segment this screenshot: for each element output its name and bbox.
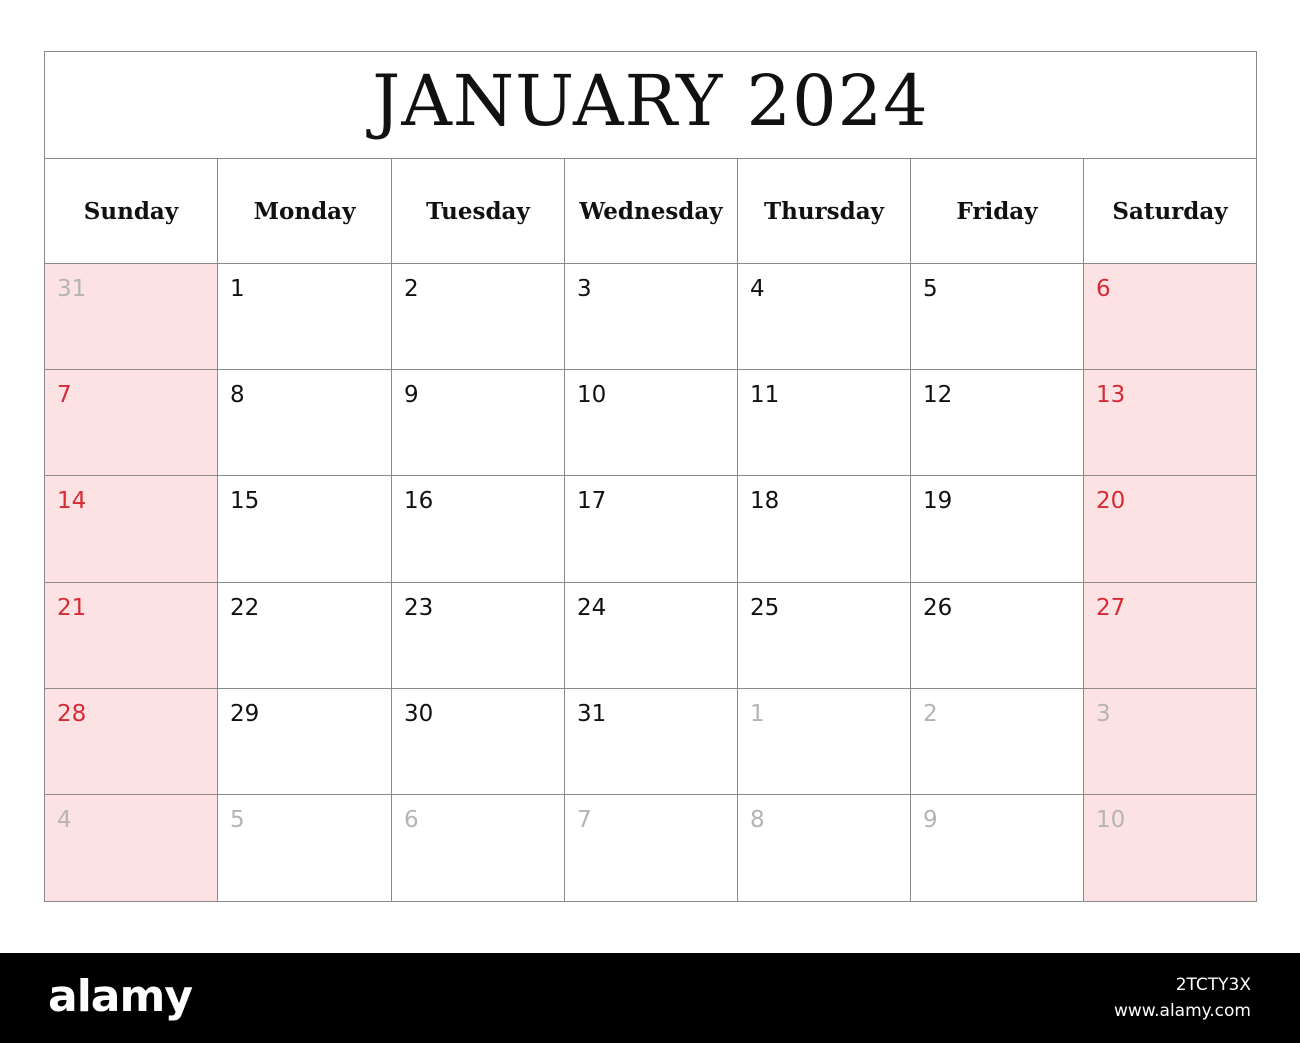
- site-url-label: www.alamy.com: [1113, 1001, 1251, 1021]
- date-number: 13: [1096, 382, 1126, 409]
- week-row: [45, 370, 1256, 476]
- date-number: 4: [57, 806, 72, 833]
- day-cell: [1084, 689, 1256, 795]
- date-number: 30: [404, 700, 434, 727]
- day-cell: [565, 370, 738, 476]
- date-number: 31: [577, 700, 607, 727]
- date-number: 25: [750, 594, 780, 621]
- week-row: [45, 689, 1256, 795]
- week-row: [45, 795, 1256, 901]
- date-number: 20: [1096, 488, 1126, 515]
- day-cell: [1084, 795, 1256, 901]
- date-number: 2: [404, 276, 419, 302]
- day-cell: [392, 795, 565, 901]
- day-cell: [911, 264, 1084, 370]
- title-row: [45, 52, 1256, 159]
- day-cell: [738, 583, 911, 689]
- day-cell: [218, 476, 392, 582]
- date-number: 29: [230, 700, 260, 727]
- date-number: 6: [1096, 276, 1111, 302]
- day-cell: [218, 689, 392, 795]
- day-cell: [911, 583, 1084, 689]
- date-number: 9: [923, 806, 938, 833]
- day-cell: [738, 795, 911, 901]
- day-cell: [45, 264, 218, 370]
- day-cell: [392, 476, 565, 582]
- day-cell: [911, 476, 1084, 582]
- day-cell: [45, 795, 218, 901]
- date-number: 21: [57, 594, 87, 621]
- day-cell: [45, 583, 218, 689]
- day-header-friday: Friday: [911, 159, 1084, 264]
- day-cell: [565, 476, 738, 582]
- date-number: 12: [923, 382, 953, 409]
- day-cell: [392, 370, 565, 476]
- date-number: 3: [577, 276, 592, 302]
- day-header-sunday: Sunday: [45, 159, 218, 264]
- day-cell: [45, 689, 218, 795]
- day-cell: [1084, 583, 1256, 689]
- day-cell: [738, 264, 911, 370]
- week-row: [45, 264, 1256, 370]
- day-cell: [45, 370, 218, 476]
- date-number: 8: [230, 382, 245, 409]
- day-cell: [392, 689, 565, 795]
- day-cell: [911, 795, 1084, 901]
- date-number: 10: [1096, 806, 1126, 833]
- date-number: 11: [750, 382, 780, 409]
- image-id-label: 2TCTY3X: [1175, 975, 1251, 995]
- date-number: 26: [923, 594, 953, 621]
- day-header-saturday: Saturday: [1084, 159, 1256, 264]
- day-header-monday: Monday: [218, 159, 392, 264]
- day-cell: [45, 476, 218, 582]
- day-cell: [911, 370, 1084, 476]
- day-cell: [218, 370, 392, 476]
- day-cell: [565, 583, 738, 689]
- day-header-row: [45, 159, 1256, 264]
- day-cell: [1084, 370, 1256, 476]
- watermark-footer: [0, 953, 1300, 1043]
- date-number: 28: [57, 700, 87, 727]
- day-cell: [738, 476, 911, 582]
- date-number: 5: [923, 276, 938, 302]
- day-cell: [565, 795, 738, 901]
- day-cell: [565, 689, 738, 795]
- day-cell: [738, 370, 911, 476]
- week-row: [45, 583, 1256, 689]
- day-header-wednesday: Wednesday: [565, 159, 738, 264]
- calendar: [44, 51, 1257, 902]
- day-cell: [218, 264, 392, 370]
- date-number: 8: [750, 806, 765, 833]
- date-number: 31: [57, 276, 87, 302]
- date-number: 1: [230, 276, 245, 302]
- date-number: 6: [404, 806, 419, 833]
- day-cell: [392, 583, 565, 689]
- calendar-title: JANUARY 2024: [372, 60, 929, 142]
- date-number: 7: [577, 806, 592, 833]
- date-number: 10: [577, 382, 607, 409]
- date-number: 19: [923, 488, 953, 515]
- date-number: 16: [404, 488, 434, 515]
- date-number: 9: [404, 382, 419, 409]
- day-header-thursday: Thursday: [738, 159, 911, 264]
- day-cell: [911, 689, 1084, 795]
- date-number: 2: [923, 700, 938, 727]
- day-cell: [1084, 476, 1256, 582]
- day-header-tuesday: Tuesday: [392, 159, 565, 264]
- day-cell: [565, 264, 738, 370]
- day-cell: [1084, 264, 1256, 370]
- date-number: 1: [750, 700, 765, 727]
- date-number: 23: [404, 594, 434, 621]
- date-number: 17: [577, 488, 607, 515]
- date-number: 27: [1096, 594, 1126, 621]
- date-number: 14: [57, 488, 87, 515]
- date-number: 15: [230, 488, 260, 515]
- date-number: 7: [57, 382, 72, 409]
- day-cell: [218, 795, 392, 901]
- day-cell: [392, 264, 565, 370]
- date-number: 22: [230, 594, 260, 621]
- day-cell: [738, 689, 911, 795]
- date-number: 4: [750, 276, 765, 302]
- date-number: 18: [750, 488, 780, 515]
- date-grid: [45, 264, 1256, 901]
- date-number: 3: [1096, 700, 1111, 727]
- date-number: 24: [577, 594, 607, 621]
- brand-logo: alamy: [48, 971, 192, 1022]
- week-row: [45, 476, 1256, 582]
- day-cell: [218, 583, 392, 689]
- date-number: 5: [230, 806, 245, 833]
